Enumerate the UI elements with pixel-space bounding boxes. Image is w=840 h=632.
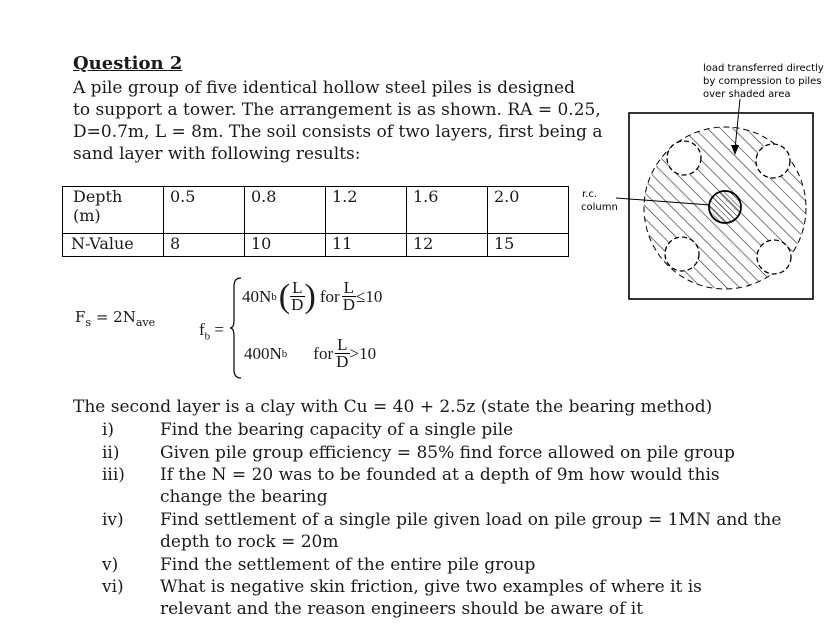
subq-text: depth to rock = 20m (160, 532, 339, 552)
intro-line-4: sand layer with following results: (73, 144, 361, 164)
subq-text: Given pile group efficiency = 85% find force allowed on pile group (160, 443, 735, 463)
subq-number: i) (102, 420, 115, 440)
subq-number: iii) (102, 465, 125, 485)
fb-case2-sub: b (281, 347, 288, 360)
question-title: Question 2 (73, 53, 183, 74)
pile-bottom-right (757, 240, 791, 274)
rc-column (709, 191, 741, 223)
fb-case1-cond-rhs: ≤10 (356, 286, 383, 306)
fb-equals: = (214, 320, 225, 339)
fs-mid: = 2N (91, 308, 136, 326)
fb-case2-cond-rhs: >10 (349, 343, 377, 363)
n-value-header-cell: N-Value (63, 234, 164, 257)
depth-header-unit: (m) (73, 206, 101, 225)
subq-number: ii) (102, 443, 120, 463)
annotation-label-line-2: by compression to piles (703, 76, 822, 87)
fb-case2-cond-num: L (337, 335, 348, 354)
fb-case2-cond-fraction (335, 337, 349, 370)
n-value-row (63, 234, 569, 257)
depth-cell: 0.8 (245, 187, 326, 234)
fs-lhs: F (75, 308, 86, 326)
pile-group-diagram (570, 55, 830, 315)
intro-line-2: to support a tower. The arrangement is as shown. RA = 0.25, (73, 100, 601, 120)
subq-text: Find the settlement of the entire pile group (160, 555, 536, 575)
depth-header-label: Depth (73, 187, 123, 206)
fb-case1-fraction (290, 280, 304, 313)
subq-number: iv) (102, 510, 124, 530)
depth-cell: 2.0 (488, 187, 569, 234)
subq-number: vi) (102, 577, 124, 597)
subq-text: What is negative skin friction, give two examples of where it is (160, 577, 702, 597)
n-value-cell: 8 (164, 234, 245, 257)
fs-formula (75, 308, 155, 329)
n-value-cell: 15 (488, 234, 569, 257)
soil-data-table (62, 186, 569, 257)
fb-lhs-sub: b (204, 330, 211, 343)
fb-case1-for: for (319, 286, 340, 306)
depth-cell: 1.2 (326, 187, 407, 234)
subq-text: Find settlement of a single pile given load on pile group = 1MN and the (160, 510, 782, 530)
subq-number: v) (102, 555, 119, 575)
intro-line-3: D=0.7m, L = 8m. The soil consists of two layers, first being a (73, 122, 603, 142)
annotation-label-line-1: load transferred directly (703, 63, 824, 74)
pile-top-right (756, 144, 790, 178)
fb-case1-cond-num: L (343, 278, 355, 297)
depth-header-cell (63, 187, 164, 234)
fb-case1-coef: 40N (242, 286, 272, 306)
fb-case2-coef: 400N (244, 343, 282, 363)
fb-case1-sub: b (271, 290, 277, 303)
column-label-line-2: column (581, 202, 618, 213)
fb-case-2 (244, 337, 376, 370)
fb-case1-frac-den: D (291, 295, 304, 314)
subq-text: relevant and the reason engineers should be aware of it (160, 599, 644, 619)
fb-case1-paren-right: ) (304, 277, 316, 315)
fb-brace (229, 276, 243, 380)
fb-case2-for: for (313, 343, 334, 363)
depth-cell: 0.5 (164, 187, 245, 234)
n-value-cell: 10 (245, 234, 326, 257)
subq-text: If the N = 20 was to be founded at a depth of 9m how would this (160, 465, 720, 485)
fs-lhs-sub: s (85, 316, 92, 329)
fs-sub: ave (135, 316, 156, 329)
fb-case1-cond-den: D (342, 295, 355, 314)
fb-case1-paren-left: ( (278, 277, 291, 315)
second-layer-text: The second layer is a clay with Cu = 40 + 2.5z (state the bearing method) (73, 397, 713, 417)
fb-lhs (199, 320, 224, 342)
subq-text: Find the bearing capacity of a single pile (160, 420, 514, 440)
pile-top-left (667, 141, 701, 175)
annotation-label-line-3: over shaded area (703, 89, 791, 100)
n-value-cell: 12 (407, 234, 488, 257)
pile-bottom-left (665, 237, 699, 271)
fb-case1-cond-fraction (342, 280, 356, 313)
depth-row (63, 187, 569, 234)
intro-line-1: A pile group of five identical hollow steel piles is designed (73, 78, 575, 98)
subq-text: change the bearing (160, 487, 328, 507)
fb-lhs-symbol: f (199, 320, 205, 339)
column-label-line-1: r.c. (582, 189, 598, 200)
fb-case-1 (242, 277, 383, 315)
n-value-cell: 11 (326, 234, 407, 257)
fb-case2-cond-den: D (336, 352, 349, 371)
depth-cell: 1.6 (407, 187, 488, 234)
fb-case1-frac-num: L (292, 278, 303, 297)
